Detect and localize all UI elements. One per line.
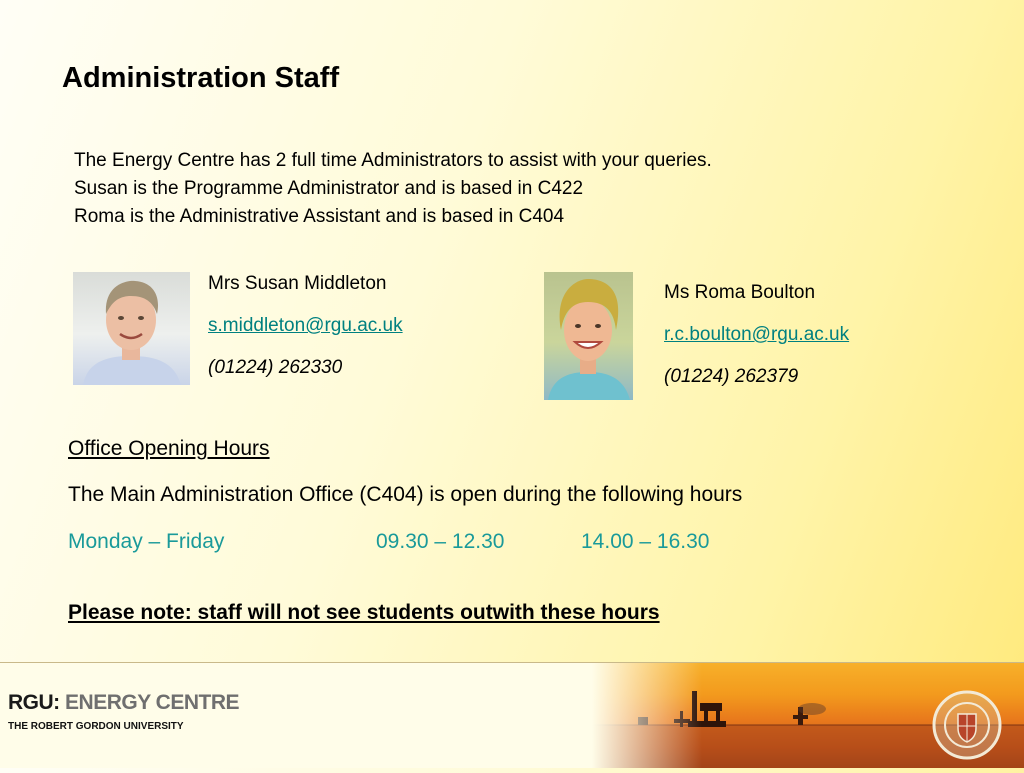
staff-email-link[interactable]: r.c.boulton@rgu.ac.uk xyxy=(664,324,850,345)
opening-days: Monday – Friday xyxy=(68,530,225,553)
brand-name: ENERGY CENTRE xyxy=(65,691,239,714)
university-seal-icon xyxy=(932,690,1002,760)
footer-image-fade xyxy=(592,663,702,768)
page-title: Administration Staff xyxy=(62,62,340,94)
intro-line: Susan is the Programme Administrator and is based in C422 xyxy=(74,178,584,199)
staff-name: Mrs Susan Middleton xyxy=(208,273,387,294)
intro-line: The Energy Centre has 2 full time Administrators to assist with your queries. xyxy=(74,150,712,171)
staff-name: Ms Roma Boulton xyxy=(664,282,816,303)
opening-time-afternoon: 14.00 – 16.30 xyxy=(581,530,710,553)
footer-brand xyxy=(8,691,239,715)
opening-time-morning: 09.30 – 12.30 xyxy=(376,530,505,553)
hours-note: Please note: staff will not see students outwith these hours xyxy=(68,601,660,624)
opening-hours-heading: Office Opening Hours xyxy=(68,437,270,460)
staff-contact-roma xyxy=(664,282,849,388)
intro-text xyxy=(74,147,712,231)
university-name: THE ROBERT GORDON UNIVERSITY xyxy=(8,721,184,732)
staff-email-link[interactable]: s.middleton@rgu.ac.uk xyxy=(208,315,403,336)
staff-contact-susan xyxy=(208,273,403,379)
brand-prefix: RGU: xyxy=(8,691,60,714)
opening-hours-text: The Main Administration Office (C404) is open during the following hours xyxy=(68,483,743,506)
staff-phone: (01224) 262330 xyxy=(208,357,343,378)
staff-photo-roma xyxy=(544,272,633,400)
staff-phone: (01224) 262379 xyxy=(664,366,799,387)
intro-line: Roma is the Administrative Assistant and is based in C404 xyxy=(74,206,565,227)
staff-photo-susan xyxy=(73,272,190,385)
